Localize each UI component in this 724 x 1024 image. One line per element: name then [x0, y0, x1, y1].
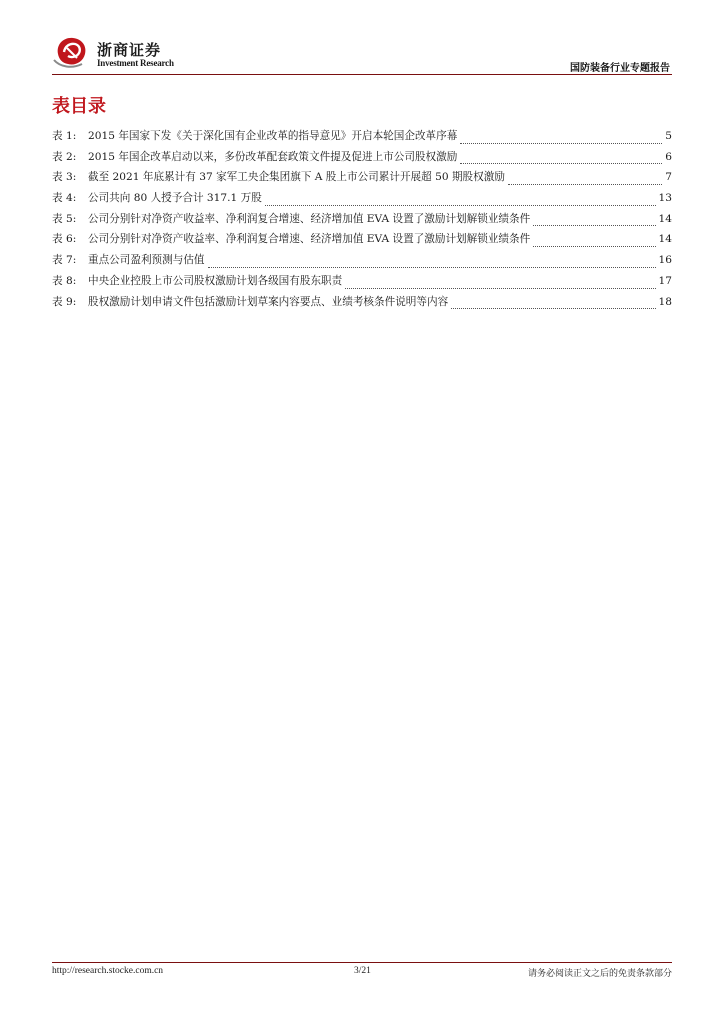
table-of-contents [52, 128, 672, 314]
toc-entry-label: 表 4: [52, 192, 77, 205]
toc-entry-text: 2015 年国企改革启动以来，多份改革配套政策文件提及促进上市公司股权激励 [88, 150, 458, 163]
toc-leader [208, 267, 656, 268]
brand-subtitle: Investment Research [97, 58, 174, 68]
zheshang-logo-icon [52, 34, 92, 68]
toc-entry-text: 公司分别针对净资产收益率、净利润复合增速、经济增加值 EVA 设置了激励计划解锁业绩条件 [88, 233, 531, 246]
page-title: 表目录 [52, 96, 106, 117]
toc-entry-label: 表 2: [52, 150, 77, 163]
toc-entry[interactable] [52, 190, 672, 211]
toc-entry-page: 18 [658, 295, 672, 308]
toc-entry-page: 5 [665, 130, 672, 142]
toc-entry-text: 公司分别针对净资产收益率、净利润复合增速、经济增加值 EVA 设置了激励计划解锁业绩条件 [88, 212, 531, 225]
toc-entry-label: 表 8: [52, 274, 77, 287]
toc-leader [451, 308, 655, 309]
toc-entry[interactable] [52, 273, 672, 294]
toc-entry[interactable] [52, 231, 672, 252]
toc-entry[interactable] [52, 252, 672, 273]
brand-name: 浙商证券 [97, 41, 162, 59]
toc-leader [508, 184, 662, 185]
report-type: 国防装备行业专题报告 [570, 63, 670, 74]
toc-leader [460, 143, 662, 144]
toc-entry-label: 表 6: [52, 233, 77, 246]
toc-entry-text: 2015 年国家下发《关于深化国有企业改革的指导意见》开启本轮国企改革序幕 [88, 130, 458, 142]
toc-entry-page: 7 [665, 171, 672, 184]
toc-entry[interactable] [52, 149, 672, 170]
toc-leader [265, 205, 656, 206]
toc-leader [533, 225, 655, 226]
toc-entry-page: 16 [658, 254, 672, 267]
toc-entry-page: 13 [658, 192, 672, 205]
page-footer [52, 966, 672, 980]
research-website-link[interactable]: http://research.stocke.com.cn [52, 966, 164, 976]
toc-entry-label: 表 9: [52, 295, 77, 308]
toc-entry-text: 重点公司盈利预测与估值 [88, 254, 205, 267]
disclaimer-text: 请务必阅读正文之后的免责条款部分 [527, 969, 672, 979]
toc-leader [460, 163, 662, 164]
page-header [52, 30, 672, 78]
toc-entry-text: 股权激励计划申请文件包括激励计划草案内容要点、业绩考核条件说明等内容 [88, 295, 449, 308]
toc-entry-text: 中央企业控股上市公司股权激励计划各级国有股东职责 [88, 274, 343, 287]
footer-divider [52, 962, 672, 963]
toc-entry[interactable] [52, 169, 672, 190]
toc-entry-label: 表 1: [52, 130, 77, 142]
toc-entry-text: 截至 2021 年底累计有 37 家军工央企集团旗下 A 股上市公司累计开展超 50 期股权激励 [88, 171, 505, 184]
toc-entry-label: 表 3: [52, 171, 77, 184]
toc-entry-label: 表 7: [52, 254, 77, 267]
toc-entry[interactable] [52, 294, 672, 315]
toc-leader [345, 288, 655, 289]
header-divider [52, 74, 672, 75]
toc-entry[interactable] [52, 128, 672, 149]
toc-entry-text: 公司共向 80 人授予合计 317.1 万股 [88, 192, 262, 205]
toc-entry-page: 6 [665, 150, 672, 163]
toc-entry-page: 14 [658, 233, 672, 246]
toc-entry[interactable] [52, 211, 672, 232]
toc-entry-page: 17 [658, 274, 672, 287]
toc-entry-page: 14 [658, 212, 672, 225]
page-number: 3/21 [354, 966, 371, 976]
toc-entry-label: 表 5: [52, 212, 77, 225]
toc-leader [533, 246, 655, 247]
